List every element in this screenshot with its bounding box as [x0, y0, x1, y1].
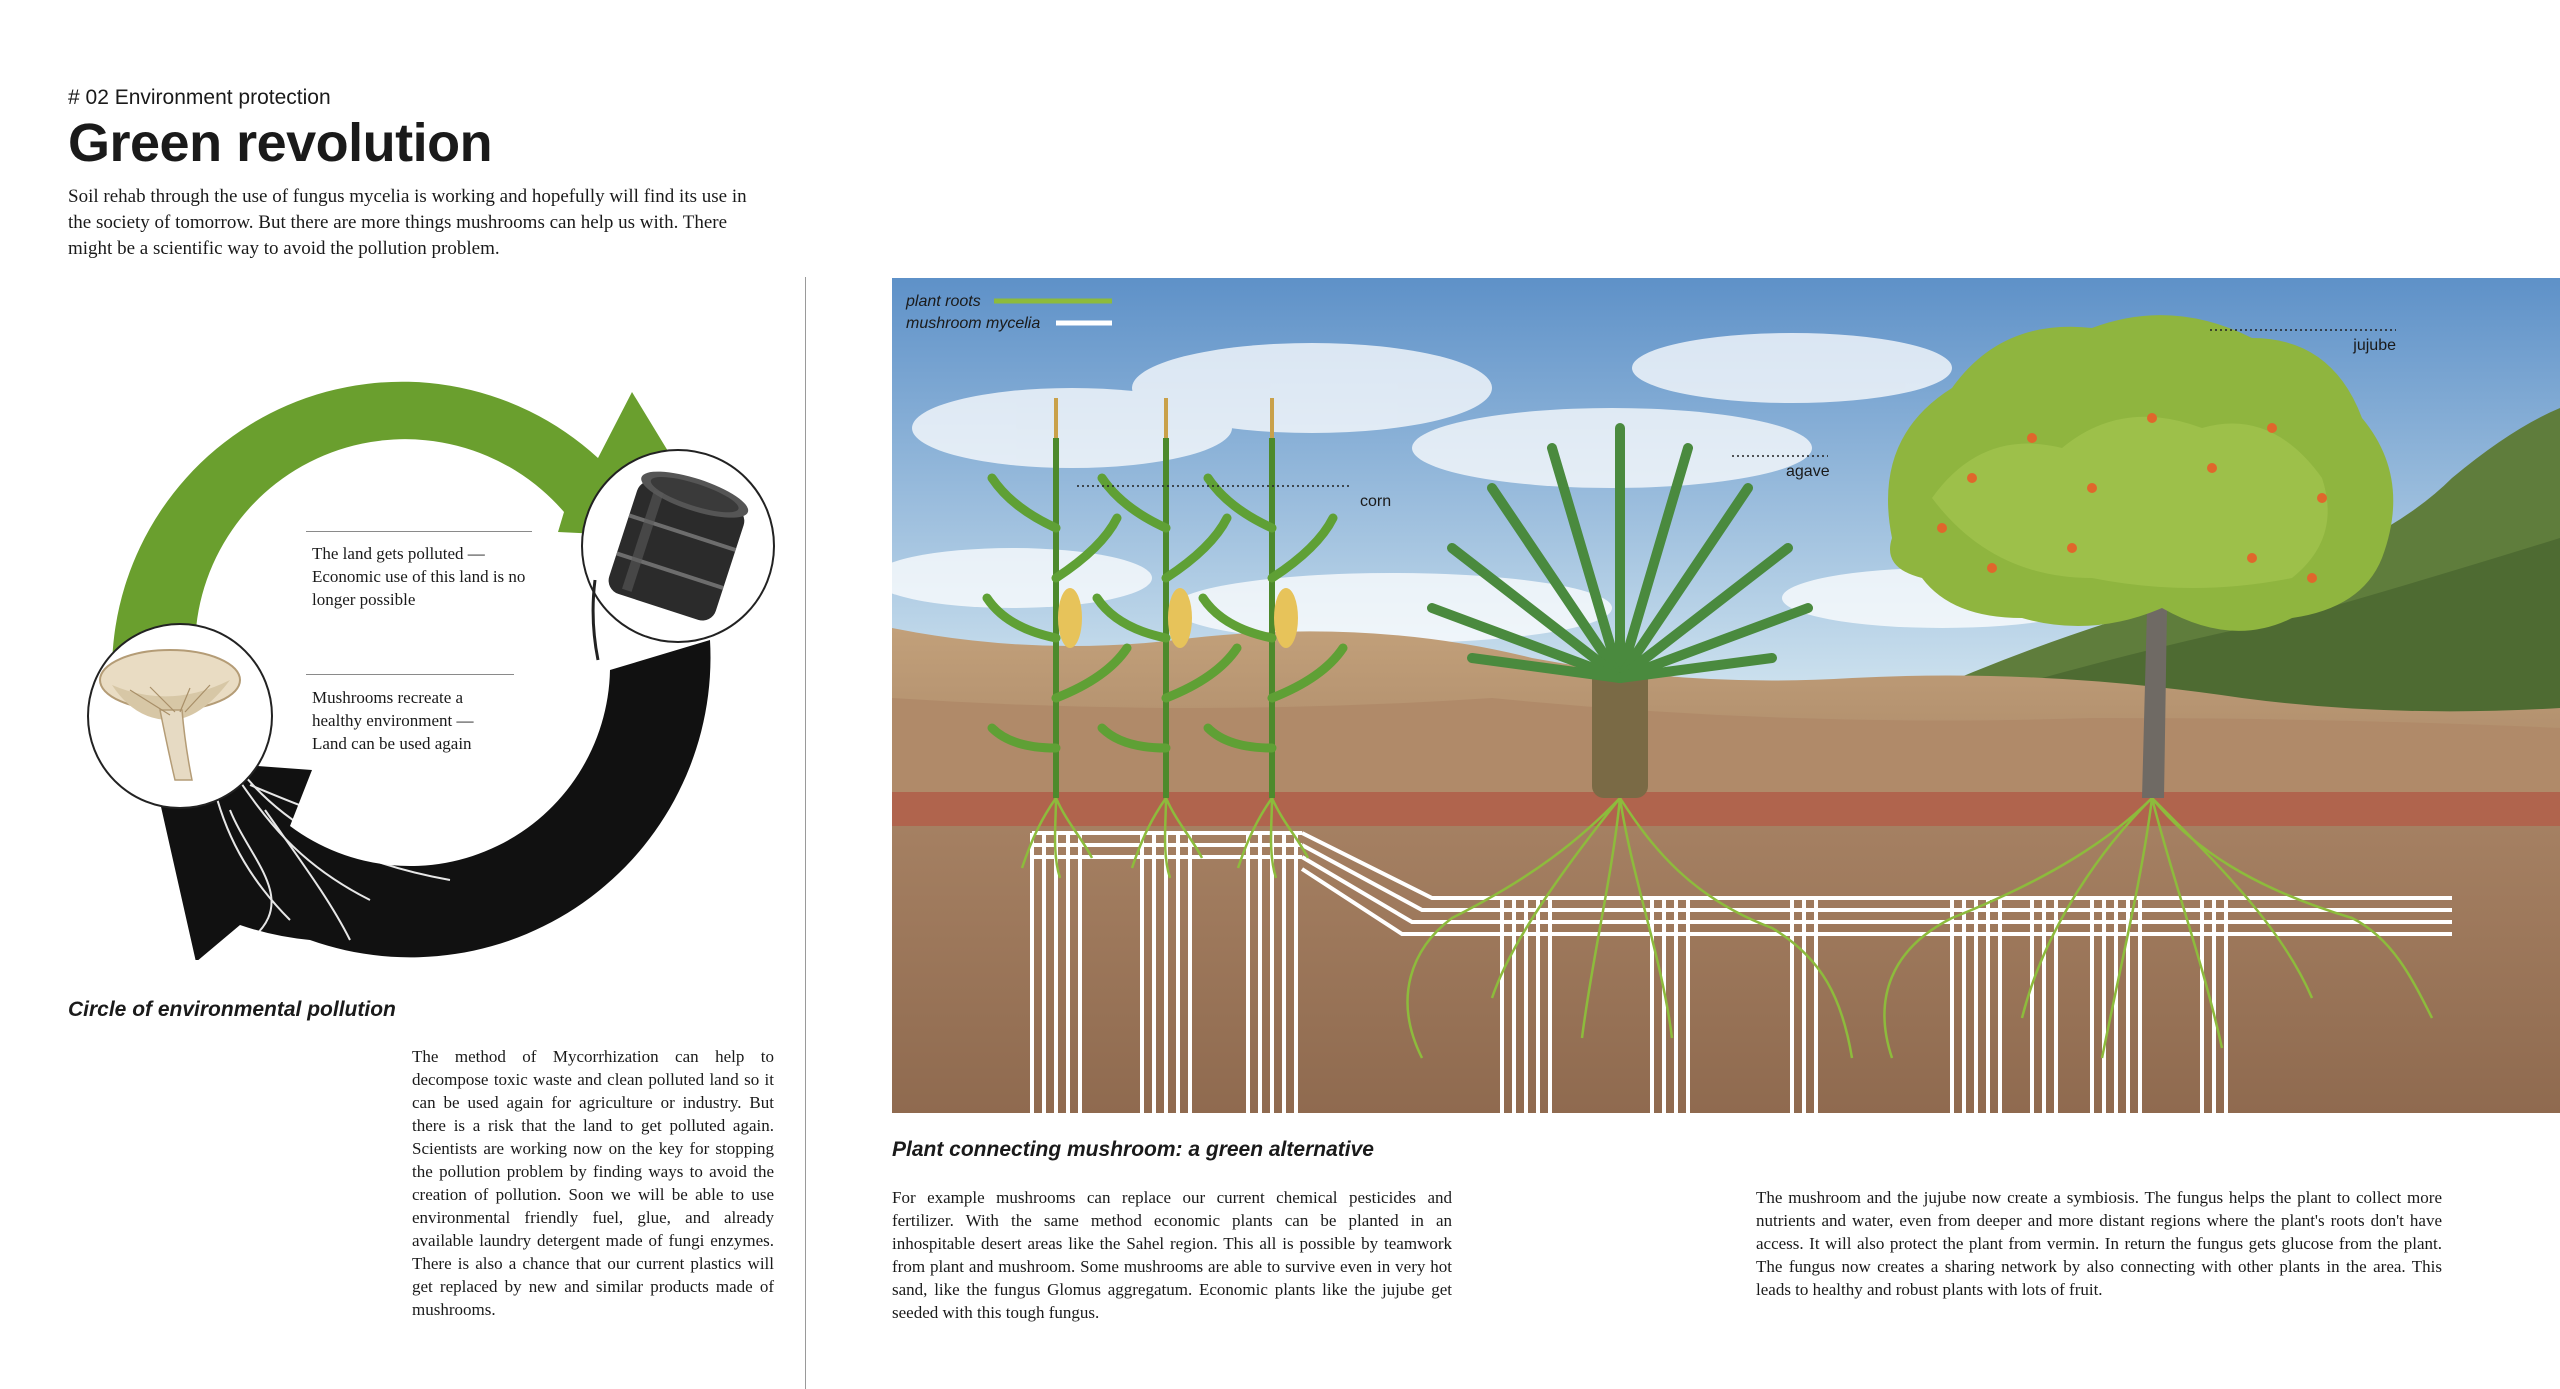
cycle-body: The method of Mycorrhization can help to decompose toxic waste and clean polluted land so it can be used again for agriculture or industry. But there is a risk that the land to get polluted again. Scientists are working now on the key for stopping the pollution problem by finding ways to avoid the creation of pollution. Soon we will be able to use environmental friendly fuel, glue, and already available laundry detergent made of fungi enzymes. There is also a chance that our current plastics will get replaced by new and similar products made of mushrooms.	[412, 1047, 774, 1319]
cycle-heading: Circle of environmental pollution	[68, 998, 396, 1021]
intro-paragraph: Soil rehab through the use of fungus mycelia is working and hopefully will find its use in the society of tomorrow. But there are more things mushrooms can help us with. There might be a scientific way to avoid the pollution problem.	[68, 186, 747, 259]
column-divider	[805, 277, 806, 1389]
illustration-body-left: For example mushrooms can replace our current chemical pesticides and fertilizer. With the same method economic plants can be planted in an inhospitable desert areas like the Sahel region. This all is possible by teamwork from plant and mushroom. Some mushrooms are able to survive even in very hot sand, like the fungus Glomus aggregatum. Economic plants like the jujube get seeded with this tough fungus.	[892, 1188, 1452, 1322]
label-agave: agave	[1786, 463, 1830, 480]
legend-roots-label: plant roots	[906, 293, 981, 310]
label-mushrooms-recreate: Mushrooms recreate a healthy environment — Land can be used again	[312, 688, 474, 753]
legend-mycelia-label: mushroom mycelia	[906, 315, 1041, 332]
illustration-heading: Plant connecting mushroom: a green alternative	[892, 1138, 1374, 1161]
label-land-polluted: The land gets polluted — Economic use of this land is no longer possible	[312, 544, 526, 609]
pollution-cycle-diagram	[50, 340, 790, 960]
label-corn: corn	[1360, 493, 1392, 510]
page-title: Green revolution	[68, 113, 493, 173]
label-rule-recreate	[306, 674, 514, 675]
plant-mycelium-illustration	[892, 278, 2560, 1113]
label-rule-polluted	[306, 531, 532, 532]
section-kicker: # 02 Environment protection	[68, 86, 331, 109]
illustration-body-right: The mushroom and the jujube now create a symbiosis. The fungus helps the plant to collect more nutrients and water, even from deeper and more distant regions where the plant's roots don't have access. It will also protect the plant from vermin. In return the fungus gets glucose from the plant. The fungus now creates a sharing network by also connecting with other plants in the area. This leads to healthy and robust plants with lots of fruit.	[1756, 1188, 2442, 1299]
label-jujube: jujube	[2353, 337, 2396, 354]
red-soil-band	[892, 792, 2560, 826]
